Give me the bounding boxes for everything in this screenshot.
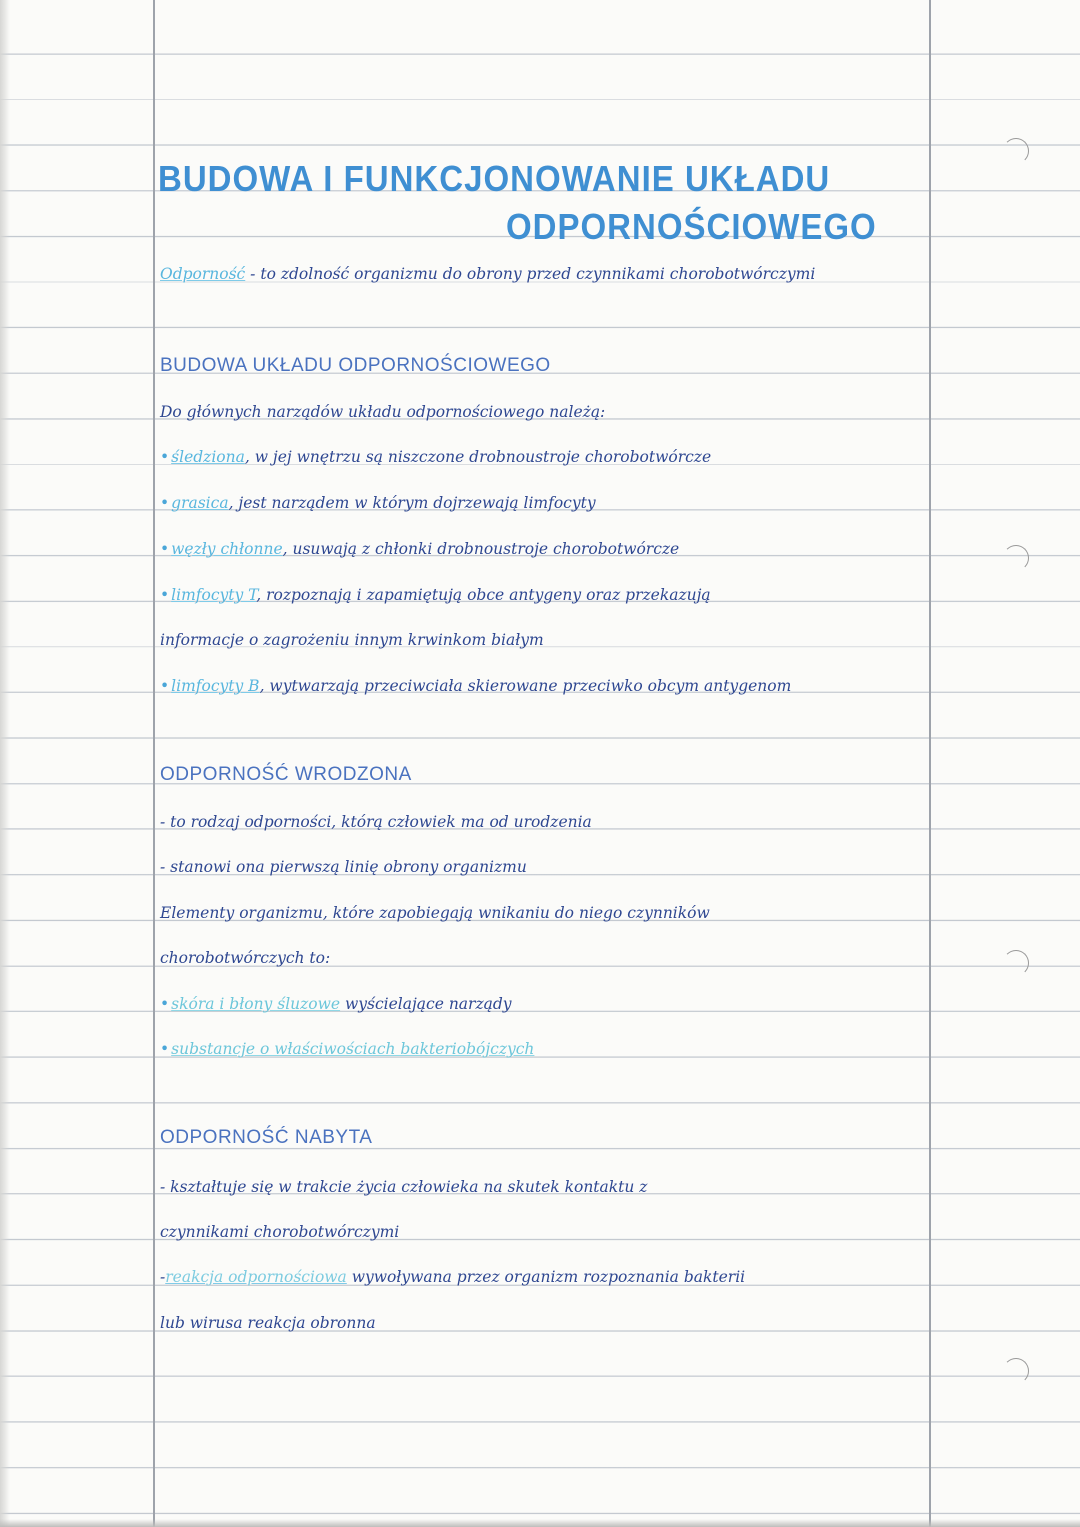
binder-ring-mark	[1003, 138, 1029, 164]
nabyta-line1: - kształtuje się w trakcie życia człowieka na skutek kontaktu z	[160, 1178, 648, 1196]
bullet-icon: •	[160, 540, 170, 558]
nabyta-line4: lub wirusa reakcja obronna	[160, 1314, 376, 1332]
list-item: • substancje o właściwościach bakteriobójczych	[160, 1040, 535, 1058]
bullet-icon: •	[160, 1040, 170, 1058]
binder-ring-mark	[1003, 950, 1029, 976]
definition-text: - to zdolność organizmu do obrony przed czynnikami chorobotwórczymi	[245, 265, 816, 283]
list-item: • skóra i błony śluzowe wyścielające narządy	[160, 995, 512, 1013]
nabyta-line2: czynnikami chorobotwórczymi	[160, 1223, 400, 1241]
left-margin-line	[153, 0, 155, 1527]
bullet-icon: •	[160, 494, 170, 512]
list-item: • grasica, jest narządem w którym dojrzewają limfocyty	[160, 494, 596, 512]
list-item: • śledziona, w jej wnętrzu są niszczone drobnoustroje chorobotwórcze	[160, 448, 712, 466]
bullet-icon: •	[160, 995, 170, 1013]
list-item-continuation: informacje o zagrożeniu innym krwinkom białym	[160, 631, 544, 649]
nabyta-line3: -reakcja odpornościowa wywoływana przez organizm rozpoznania bakterii	[160, 1268, 746, 1286]
list-item: • węzły chłonne, usuwają z chłonki drobnoustroje chorobotwórcze	[160, 540, 680, 558]
budowa-intro: Do głównych narządów układu odpornościowego należą:	[160, 403, 606, 421]
wrodzona-line3: Elementy organizmu, które zapobiegają wnikaniu do niego czynników	[160, 904, 710, 922]
right-margin-line	[929, 0, 931, 1527]
reaction-term: reakcja odpornościowa	[165, 1268, 347, 1286]
section-heading-budowa: BUDOWA UKŁADU ODPORNOŚCIOWEGO	[160, 355, 551, 376]
page-title-line1: BUDOWA I FUNKCJONOWANIE UKŁADU	[158, 158, 831, 199]
wrodzona-line1: - to rodzaj odporności, którą człowiek ma od urodzenia	[160, 813, 592, 831]
definition-line	[160, 265, 815, 283]
wrodzona-line2: - stanowi ona pierwszą linię obrony organizmu	[160, 858, 527, 876]
page-title-line2: ODPORNOŚCIOWEGO	[506, 206, 877, 247]
definition-term: Odporność	[160, 265, 246, 283]
list-item: • limfocyty B, wytwarzają przeciwciała skierowane przeciwko obcym antygenom	[160, 677, 792, 695]
bullet-icon: •	[160, 448, 170, 466]
list-item: • limfocyty T, rozpoznają i zapamiętują obce antygeny oraz przekazują	[160, 586, 711, 604]
bullet-icon: •	[160, 677, 170, 695]
section-heading-wrodzona: ODPORNOŚĆ WRODZONA	[160, 764, 412, 785]
binder-ring-mark	[1003, 545, 1029, 571]
binder-ring-mark	[1003, 1358, 1029, 1384]
section-heading-nabyta: ODPORNOŚĆ NABYTA	[160, 1127, 373, 1148]
bullet-icon: •	[160, 586, 170, 604]
wrodzona-line4: chorobotwórczych to:	[160, 949, 331, 967]
